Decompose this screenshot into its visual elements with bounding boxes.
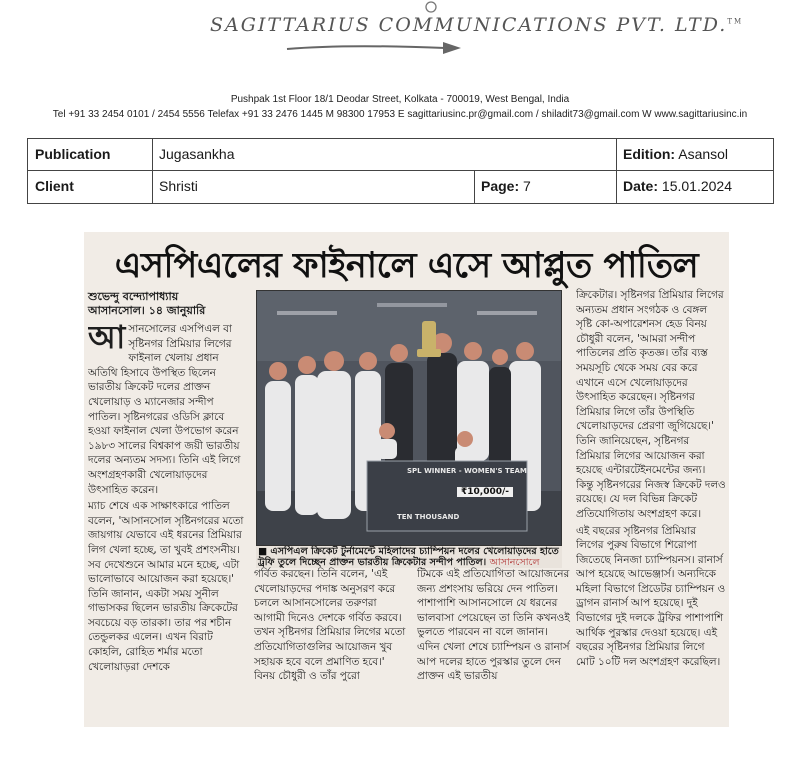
letterhead bbox=[0, 0, 800, 125]
logo-arrow-icon bbox=[285, 40, 465, 56]
byline-place-date: আসানসোল। ১৪ জানুয়ারি bbox=[88, 304, 206, 317]
publication-value: Jugasankha bbox=[159, 146, 235, 162]
col1-paragraph-2: ম্যাচ শেষে এক সাক্ষাৎকারে পাতিল বলেন, 'আসানসোল সৃষ্টিনগরের মতো জায়গায় যেভাবে এই ধরনের প্রিমিয়ার লিগ খেলা হচ্ছে, তা খুবই প্রশংসনীয়। সব দেখেশুনে আমার মনে হচ্ছে, এটা ভালোভাবে আয়োজন করা হয়েছে।' তিনি জানান, একটা সময় সুনীল গাভাসকর ছিলেন ভারতীয় ক্রিকেটের সবচেয়ে বড় তারকা। তার পর শচীন তেন্ডুলকর এলেন। এখন বিরাট কোহলি, রোহিত শর্মার মতো খেলোয়াড়রা দেশকে bbox=[88, 500, 244, 673]
caption-place: আসানসোলে bbox=[489, 557, 540, 568]
page-label: Page: bbox=[481, 178, 520, 194]
article-column-3: টিমকে এই প্রতিযোগিতা আয়োজনের জন্য প্রশংসায় ভরিয়ে দেন পাতিল। পাশাপাশি আসানসোলে যে ধরনের ভালবাসা পেয়েছেন তা তিনি কখনওই ভুলতে পারবেন না বলে জানান। এদিন খেলা শেষে চ্যাম্পিয়ন ও রানার্স আপ দলের হাতে পুরস্কার তুলে দেন প্রাক্তন এই ভারতীয় bbox=[417, 568, 570, 683]
caption-text: এসপিএল ক্রিকেট টুর্নামেন্টে মহিলাদের চ্যাম্পিয়ন দলের খেলোয়াড়দের হাতে ট্রফি তুলে দিচ্ছেন প্রাক্তন ভারতীয় ক্রিকেটার সন্দীপ পাতিল। bbox=[258, 546, 559, 568]
article-column-2: গর্বিত করছেন। তিনি বলেন, 'এই খেলোয়াড়দের পদাঙ্ক অনুসরণ করে চললে আসানসোলের তরুণরা আগামী দিনেও দেশকে গর্বিত করবে। তখন সৃষ্টিনগর প্রিমিয়ার লিগের মতো প্রতিযোগিতাগুলির আয়োজন খুব সহায়ক হবে বলে প্রমাণিত হবে।' বিনয় চৌধুরী ও তাঁর পুরো bbox=[254, 568, 406, 683]
trophy-presentation-image bbox=[257, 291, 562, 546]
publication-label: Publication bbox=[35, 146, 111, 162]
photo-caption: ■ এসপিএল ক্রিকেট টুর্নামেন্টে মহিলাদের চ্যাম্পিয়ন দলের খেলোয়াড়দের হাতে ট্রফি তুলে দিচ্ছেন প্রাক্তন ভারতীয় ক্রিকেটার সন্দীপ পাতিল। আসানসোলে bbox=[256, 546, 562, 568]
page-value: 7 bbox=[523, 178, 531, 194]
meta-row-publication bbox=[28, 139, 773, 171]
logo-circle-icon bbox=[424, 0, 438, 14]
trademark: TM bbox=[727, 17, 744, 26]
col4-paragraph-2: এই বছরের সৃষ্টিনগর প্রিমিয়ার লিগের পুরুষ বিভাগে শিরোপা জিতেছে নিনজা চ্যাম্পিয়নস। রানার্স আপ হয়েছে আভেঞ্জার্স। অন্যদিকে মহিলা বিভাগে প্রিডেটর চ্যাম্পিয়ন ও ড্রাগন রানার্স আপ হয়েছে। দুই বিভাগের দুই দলকে ট্রফির পাশাপাশি আর্থিক পুরস্কার দেওয়া হয়েছে। এই বছরের সৃষ্টিনগর প্রিমিয়ার লিগে মোট ১০টি দল অংশগ্রহণ করেছিল। bbox=[576, 524, 726, 668]
col4-paragraph-1: ক্রিকেটার। সৃষ্টিনগর প্রিমিয়ার লিগের অন্যতম প্রধান সংগঠক ও বেঙ্গল সৃষ্টি কো-অপারেশনস হেড বিনয় চৌধুরী বলেন, 'আমরা সন্দীপ পাতিলের প্রতি কৃতজ্ঞ। তাঁর ব্যস্ত সময়সূচি থেকে সময় বের করে এখানে এসে খেলোয়াড়দের উৎসাহিত করেছেন। সৃষ্টিনগর প্রিমিয়ার লিগে তাঁর উপস্থিতি খেলোয়াড়দের প্রেরণা জুগিয়েছে।' তিনি জানিয়েছেন, সৃষ্টিনগর প্রিমিয়ার লিগের আয়োজন করা হয়েছে এন্টারটেইনমেন্টের জন্য। কিন্তু সৃষ্টিনগরের নিজস্ব ক্রিকেট দলও রয়েছে। যে দল বিভিন্ন ক্রিকেট প্রতিযোগিতায় অংশগ্রহণ করে। bbox=[576, 289, 726, 520]
meta-row-client bbox=[28, 171, 773, 203]
cheque-words: TEN THOUSAND bbox=[397, 513, 460, 521]
cheque-amount: ₹10,000/- bbox=[457, 487, 513, 497]
newspaper-clipping bbox=[84, 232, 729, 727]
col1-paragraph-1: সানসোলের এসপিএল বা সৃষ্টিনগর প্রিমিয়ার লিগের ফাইনাল খেলায় প্রধান অতিথি হিসাবে উপস্থিত ছিলেন ভারতীয় ক্রিকেট দলের প্রাক্তন খেলোয়াড় ও ম্যানেজার সন্দীপ পাতিল। সৃষ্টিনগরের ওডিসি ক্লাবে হওয়া ফাইনাল খেলা উপভোগ করেন ১৯৮৩ সালের বিশ্বকাপ জয়ী ভারতীয় দলের অন্যতম সদস্য। তিনি এই লিগে অংশগ্রহণকারী খেলোয়াড়দের উৎসাহিত করেন। bbox=[88, 323, 241, 496]
article-column-4 bbox=[576, 288, 726, 724]
cheque-title: SPL WINNER - WOMEN'S TEAM bbox=[407, 467, 527, 475]
page-cell bbox=[474, 171, 616, 203]
edition-cell bbox=[616, 139, 773, 171]
client-label: Client bbox=[35, 178, 74, 194]
drop-cap: আ bbox=[88, 322, 126, 356]
company-address: Pushpak 1st Floor 18/1 Deodar Street, Kolkata - 700019, West Bengal, India bbox=[230, 94, 570, 105]
byline-author: শুভেন্দু বন্দ্যোপাধ্যায় bbox=[88, 290, 179, 303]
byline bbox=[88, 290, 205, 318]
clipping-meta-table bbox=[27, 138, 774, 204]
date-cell bbox=[616, 171, 773, 203]
company-contact: Tel +91 33 2454 0101 / 2454 5556 Telefax +91 33 2476 1445 M 98300 17953 E sagittariusinc.pr@gmail.com / shiladit73@gmail.com W www.sagittariusinc.in bbox=[52, 109, 748, 120]
company-name: SAGITTARIUS COMMUNICATIONS PVT. LTD. bbox=[210, 14, 728, 36]
edition-value: Asansol bbox=[678, 146, 729, 162]
company-logo bbox=[205, 0, 744, 62]
date-value: 15.01.2024 bbox=[661, 178, 732, 194]
client-value: Shristi bbox=[159, 178, 198, 194]
date-label: Date: bbox=[623, 178, 659, 194]
edition-label: Edition: bbox=[623, 146, 676, 162]
article-column-1 bbox=[88, 322, 248, 724]
article-headline: এসপিএলের ফাইনালে এসে আপ্লুত পাতিল bbox=[114, 246, 699, 286]
article-photo bbox=[256, 290, 562, 546]
